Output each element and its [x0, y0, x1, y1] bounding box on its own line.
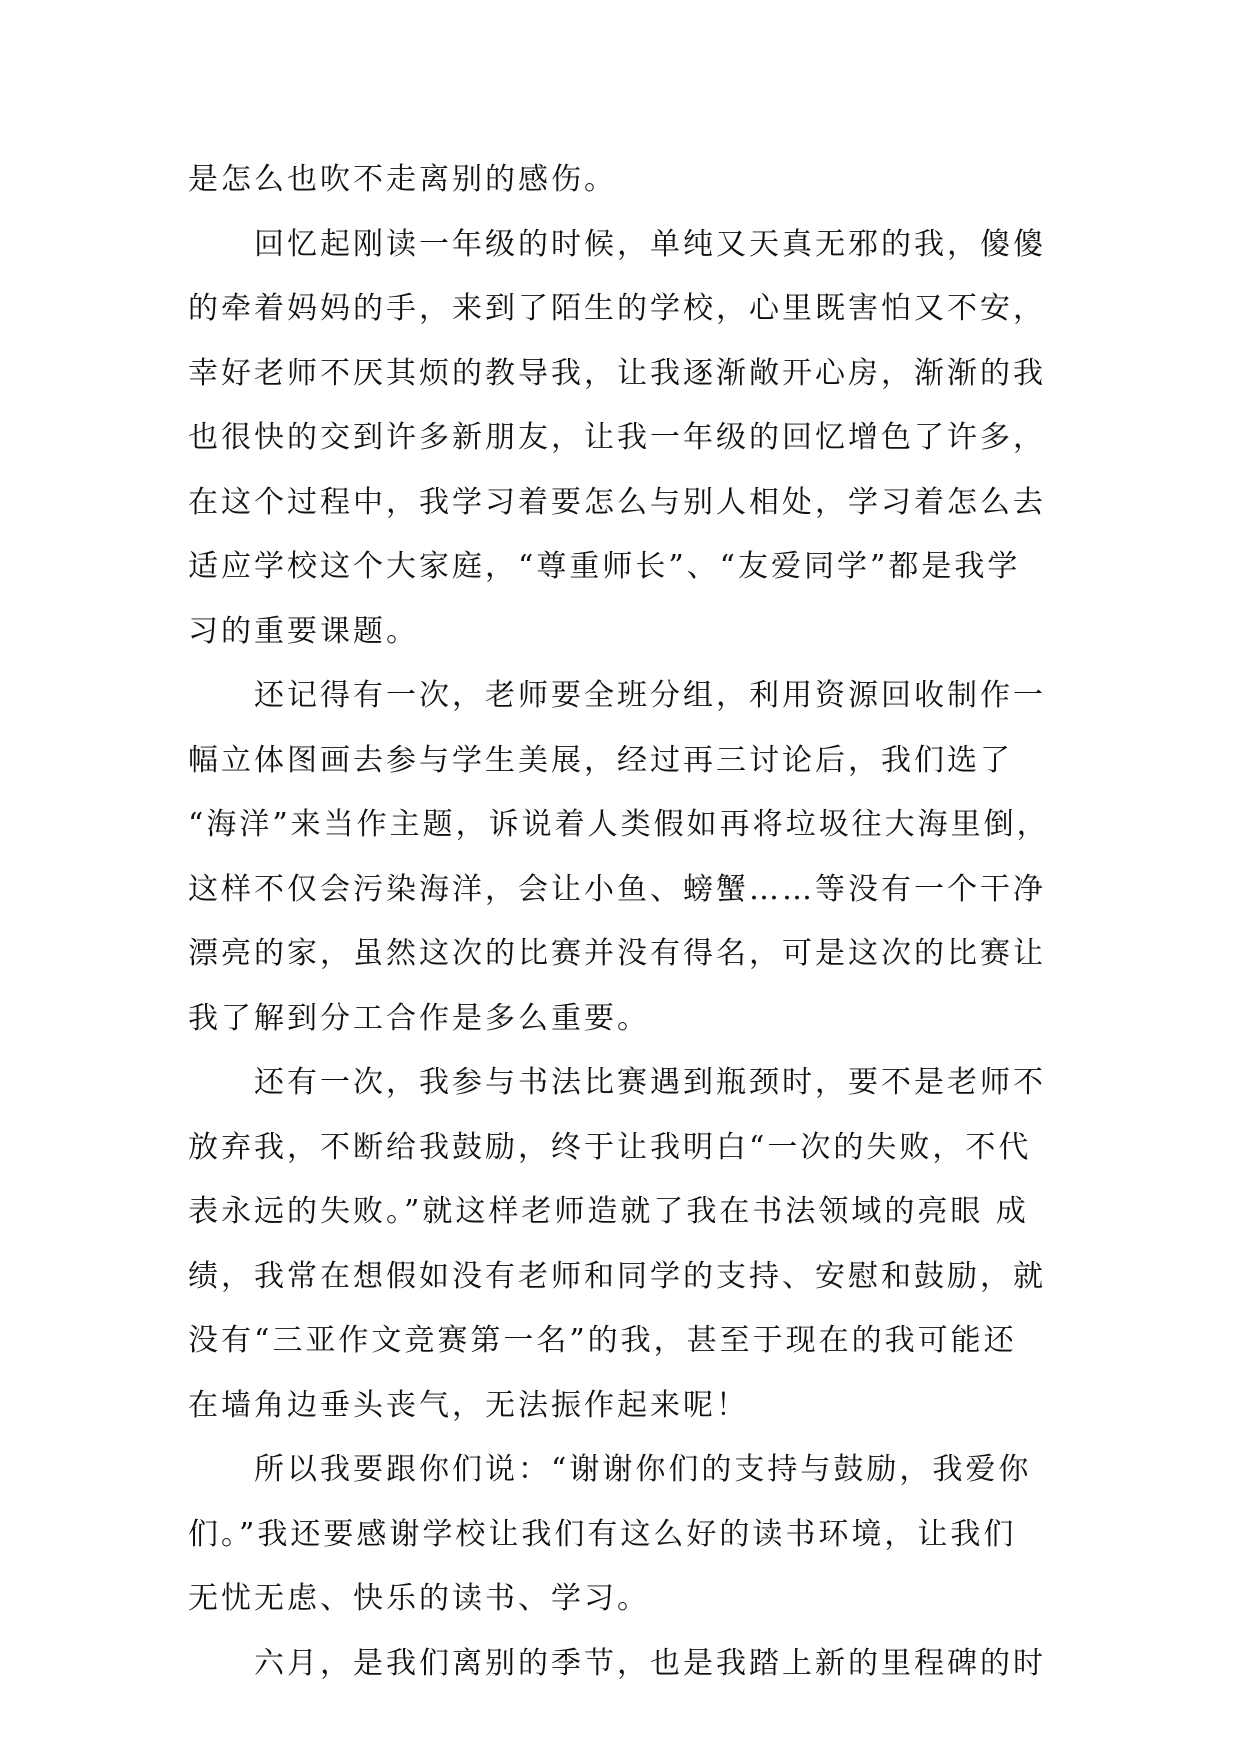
text-line: 幸好老师不厌其烦的教导我，让我逐渐敞开心房，渐渐的我 [188, 355, 1046, 391]
text-line: 绩，我常在想假如没有老师和同学的支持、安慰和鼓励，就 [188, 1258, 1046, 1294]
paragraph-start-line: 所以我要跟你们说：“谢谢你们的支持与鼓励，我爱你 [254, 1452, 1032, 1487]
text-line: 放弃我，不断给我鼓励，终于让我明白“一次的失败，不代 [188, 1129, 1032, 1165]
paragraph-start-line: 回忆起刚读一年级的时候，单纯又天真无邪的我，傻傻 [254, 226, 1046, 262]
paragraph-start-line: 六月，是我们离别的季节，也是我踏上新的里程碑的时 [254, 1645, 1046, 1681]
text-line: 我了解到分工合作是多么重要。 [188, 1000, 650, 1036]
text-line: 是怎么也吹不走离别的感伤。 [188, 162, 617, 197]
text-line: 适应学校这个大家庭，“尊重师长”、“友爱同学”都是我学 [188, 549, 1021, 584]
paragraph-start-line: 还记得有一次，老师要全班分组，利用资源回收制作一 [254, 678, 1046, 713]
text-line: 表永远的失败。”就这样老师造就了我在书法领域的亮眼 成 [188, 1194, 1029, 1229]
body-text [188, 148, 1068, 1696]
text-line: 习的重要课题。 [188, 613, 419, 649]
text-line: 漂亮的家，虽然这次的比赛并没有得名，可是这次的比赛让 [188, 936, 1046, 971]
text-line: “海洋”来当作主题，诉说着人类假如再将垃圾往大海里倒， [188, 807, 1050, 842]
text-line: 也很快的交到许多新朋友，让我一年级的回忆增色了许多， [188, 420, 1046, 455]
text-line: 这样不仅会污染海洋，会让小鱼、螃蟹……等没有一个干净 [188, 871, 1046, 907]
text-line: 无忧无虑、快乐的读书、学习。 [188, 1581, 650, 1616]
text-line: 们。”我还要感谢学校让我们有这么好的读书环境，让我们 [188, 1516, 1017, 1552]
text-line: 没有“三亚作文竞赛第一名”的我，甚至于现在的我可能还 [188, 1323, 1017, 1358]
text-line: 在墙角边垂头丧气，无法振作起来呢！ [188, 1387, 749, 1423]
text-line: 幅立体图画去参与学生美展，经过再三讨论后，我们选了 [188, 742, 1013, 778]
paragraph-start-line: 还有一次，我参与书法比赛遇到瓶颈时，要不是老师不 [254, 1065, 1046, 1100]
text-line: 在这个过程中，我学习着要怎么与别人相处，学习着怎么去 [188, 484, 1046, 520]
text-line: 的牵着妈妈的手，来到了陌生的学校，心里既害怕又不安， [188, 291, 1046, 326]
